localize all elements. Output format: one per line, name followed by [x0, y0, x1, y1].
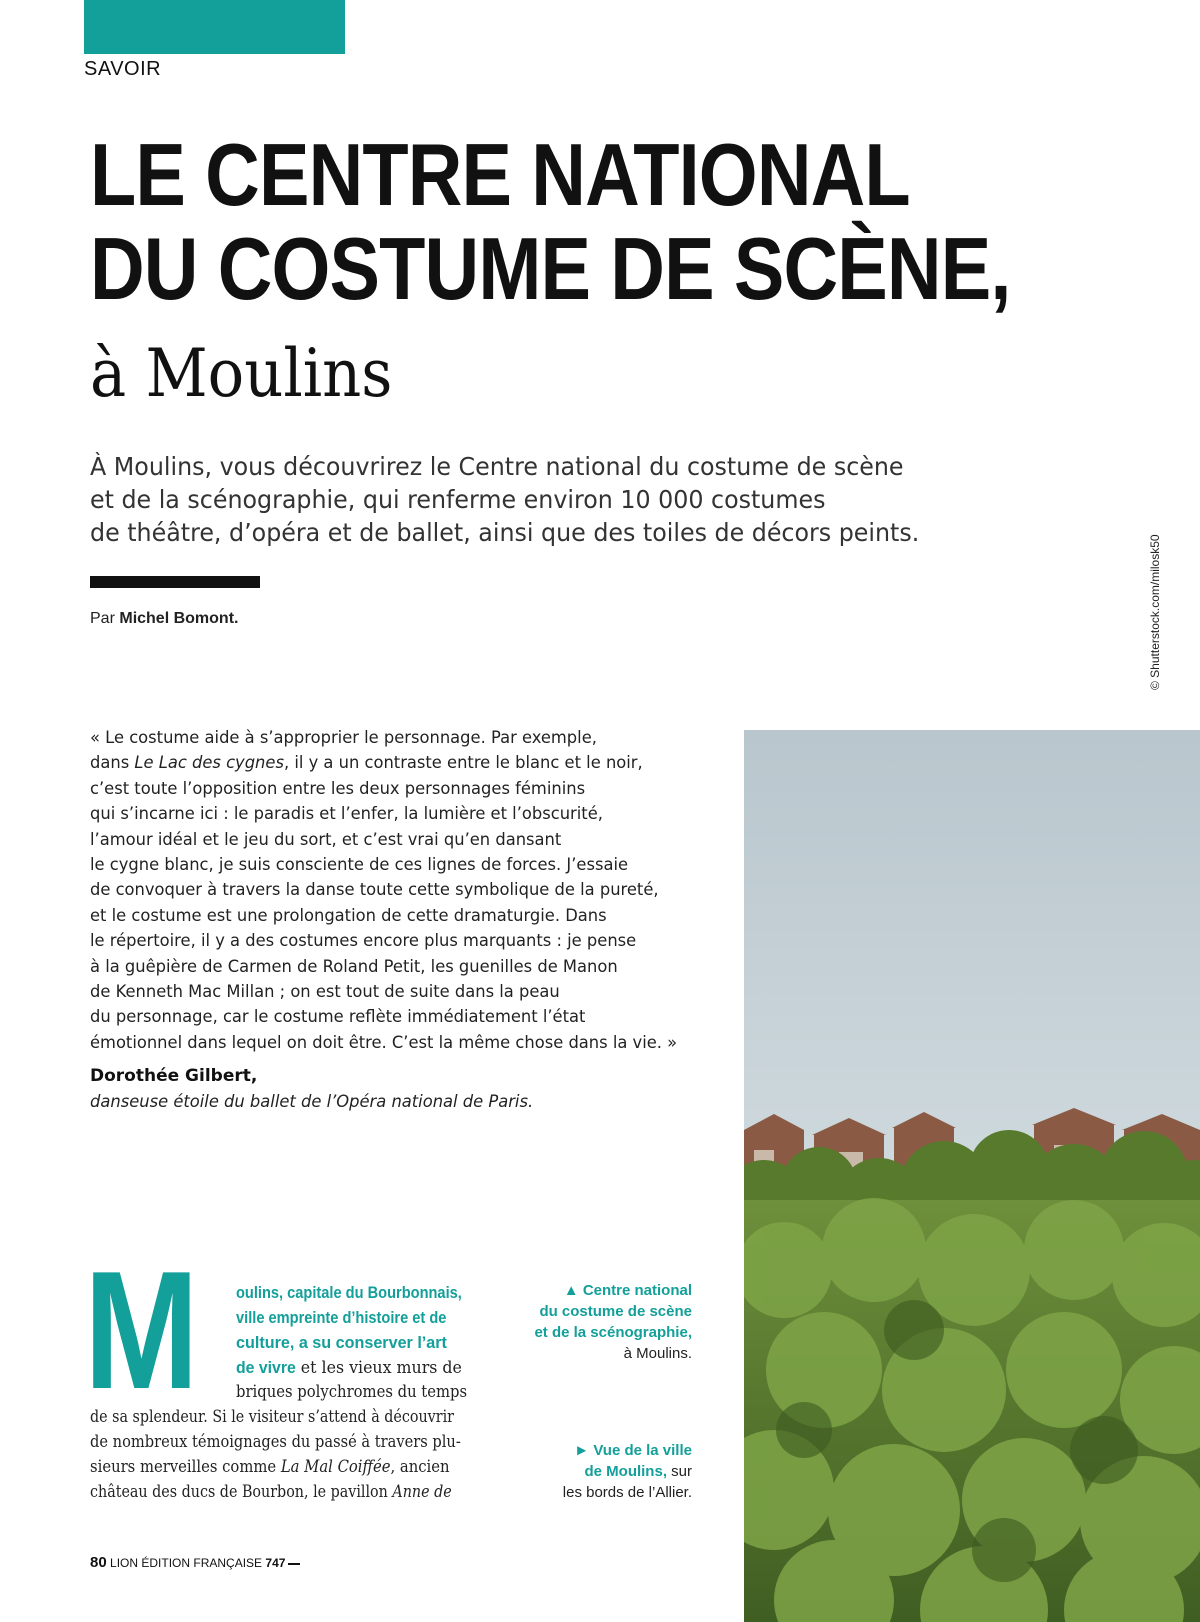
quote-line: le cygne blanc, je suis consciente de ces lignes de forces. J’essaie	[90, 855, 629, 876]
quote-line: émotionnel dans lequel on doit être. C’est la même chose dans la vie. »	[90, 1032, 678, 1053]
section-label: SAVOIR	[84, 58, 162, 80]
section-color-bar	[84, 0, 345, 54]
body-highlight-line: ville empreinte d’histoire et de	[236, 1308, 447, 1327]
article-subtitle: à Moulins	[90, 335, 393, 412]
pull-quote	[90, 726, 685, 1056]
title-line: DU COSTUME DE SCÈNE,	[90, 219, 1011, 318]
body-line: de vivre et les vieux murs de	[236, 1358, 462, 1378]
body-line: château des ducs de Bourbon, le pavillon Anne de	[90, 1482, 452, 1502]
quote-work-title: Le Lac des cygnes	[134, 753, 284, 774]
quote-line: « Le costume aide à s’approprier le personnage. Par exemple,	[90, 728, 597, 748]
body-highlight-line: culture, a su conserver l’art	[236, 1333, 447, 1352]
quote-line: et le costume est une prolongation de cette dramaturgie. Dans	[90, 905, 607, 926]
title-line: LE CENTRE NATIONAL	[90, 125, 910, 224]
quote-text: dans	[90, 753, 135, 774]
byline	[90, 610, 238, 628]
quote-line: le répertoire, il y a des costumes encore plus marquants : je pense	[90, 931, 637, 952]
moulins-landscape-photo	[744, 730, 1200, 1622]
byline-prefix: Par	[90, 610, 115, 627]
quote-text: , il y a un contraste entre le blanc et le noir,	[283, 753, 643, 774]
body-line: de nombreux témoignages du passé à travers plu-	[90, 1432, 461, 1452]
body-line: de sa splendeur. Si le visiteur s’attend à découvrir	[90, 1407, 454, 1427]
article-title	[90, 125, 1011, 318]
lead-line: de théâtre, d’opéra et de ballet, ainsi que des toiles de décors peints.	[90, 518, 920, 547]
body-highlight-line: oulins, capitale du Bourbonnais,	[236, 1283, 462, 1302]
body-line: briques polychromes du temps	[236, 1382, 468, 1402]
photo-credit: © Shutterstock.com/milosk50	[1148, 534, 1162, 690]
quote-line: qui s’incarne ici : le paradis et l’enfer, la lumière et l’obscurité,	[90, 804, 603, 825]
article-lead	[90, 450, 926, 549]
quote-author-role: danseuse étoile du ballet de l’Opéra national de Paris.	[90, 1092, 534, 1112]
page-footer	[90, 1554, 300, 1571]
quote-line: c’est toute l’opposition entre les deux personnages féminins	[90, 778, 586, 799]
drop-cap: M	[84, 1236, 199, 1424]
quote-author: Dorothée Gilbert,	[90, 1066, 258, 1086]
page-number: 80	[90, 1554, 107, 1571]
photo-caption-1: ▲ Centre national du costume de scène et de la scénographie, à Moulins.	[534, 1282, 692, 1362]
quote-line: de Kenneth Mac Millan ; on est tout de suite dans la peau	[90, 982, 560, 1003]
quote-line: de convoquer à travers la danse toute cette symbolique de la pureté,	[90, 880, 659, 901]
triangle-right-icon: ►	[574, 1442, 590, 1459]
quote-line	[90, 751, 685, 776]
quote-line: l’amour idéal et le jeu du sort, et c’est vrai qu’en dansant	[90, 829, 562, 850]
quote-line: du personnage, car le costume reflète immédiatement l’état	[90, 1007, 586, 1028]
lead-line: À Moulins, vous découvrirez le Centre national du costume de scène	[90, 452, 904, 481]
body-work-title: La Mal Coiffée	[280, 1457, 391, 1477]
issue-number: 747	[265, 1556, 286, 1570]
photo-illustration	[744, 730, 1200, 1622]
triangle-up-icon: ▲	[563, 1282, 579, 1299]
lead-line: et de la scénographie, qui renferme environ 10 000 costumes	[90, 485, 826, 514]
title-divider	[90, 576, 260, 588]
footer-dash	[288, 1563, 300, 1565]
magazine-name: LION ÉDITION FRANÇAISE	[110, 1556, 263, 1570]
body-line: sieurs merveilles comme La Mal Coiffée, ancien	[90, 1457, 450, 1477]
byline-author: Michel Bomont.	[119, 610, 239, 627]
quote-line: à la guêpière de Carmen de Roland Petit, les guenilles de Manon	[90, 956, 618, 977]
photo-caption-2: ► Vue de la ville de Moulins, sur les bords de l’Allier.	[562, 1442, 692, 1501]
body-work-title: Anne de	[392, 1482, 452, 1502]
